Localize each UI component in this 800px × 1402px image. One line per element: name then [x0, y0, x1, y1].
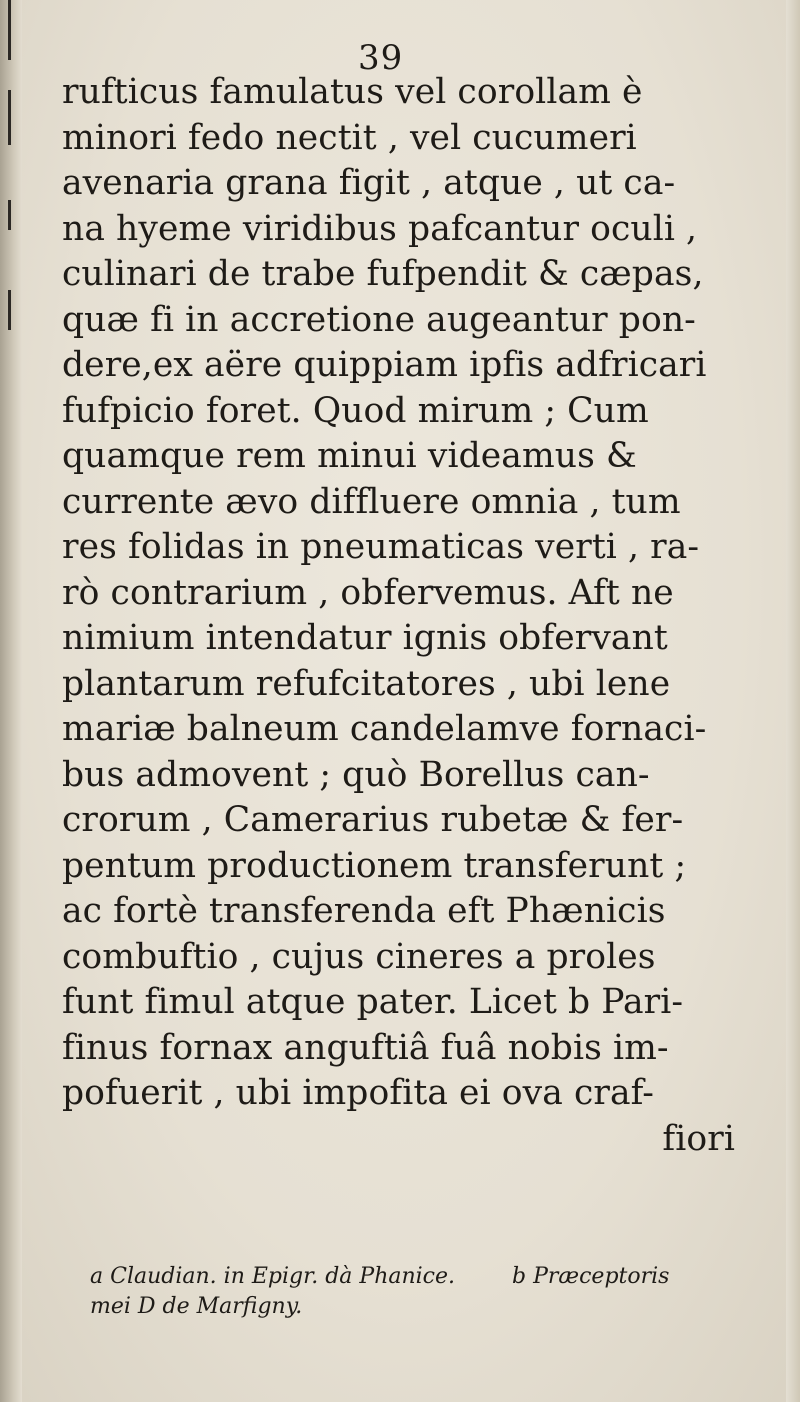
- text-line: funt fimul atque pater. Licet b Pari-: [62, 982, 684, 1022]
- text-line: pentum productionem transferunt ;: [62, 845, 687, 886]
- text-line: fufpicio foret. Quod mirum ; Cum: [62, 390, 649, 431]
- text-line: na hyeme viridibus pafcantur oculi ,: [62, 208, 698, 249]
- text-line: minori fedo nectit , vel cucumeri: [62, 117, 637, 158]
- catchword: fiori: [662, 1118, 735, 1159]
- text-line: rufticus famulatus vel corollam è: [62, 72, 643, 112]
- text-line: culinari de trabe fufpendit & cæpas,: [62, 254, 704, 294]
- text-line: ac fortè transferenda eft Phænicis: [62, 891, 666, 931]
- text-line: nimium intendatur ignis obfervant: [62, 618, 668, 658]
- body-text: [62, 70, 767, 1162]
- text-line: combuftio , cujus cineres a proles: [62, 936, 656, 977]
- binding-mark: [8, 200, 11, 230]
- text-line: mariæ balneum candelamve fornaci-: [62, 709, 707, 749]
- binding-mark: [8, 290, 11, 330]
- binding-gutter: [0, 0, 22, 1402]
- text-line: avenaria grana figit , atque , ut ca-: [62, 163, 676, 203]
- footnote-a: a Claudian. in Epigr. dà Phanice.: [90, 1264, 456, 1289]
- footnote-b-continuation: mei D de Marfigny.: [90, 1294, 303, 1319]
- page-number: 39: [358, 38, 404, 78]
- text-line: plantarum refufcitatores , ubi lene: [62, 663, 671, 704]
- text-line: res folidas in pneumaticas verti , ra-: [62, 527, 700, 567]
- footnotes: [90, 1262, 770, 1322]
- page-edge: [786, 0, 800, 1402]
- text-line: bus admovent ; quò Borellus can-: [62, 754, 650, 795]
- footnote-line: [90, 1262, 770, 1292]
- text-line: dere,ex aëre quippiam ipfis adfricari: [62, 345, 707, 385]
- text-line: finus fornax anguftiâ fuâ nobis im-: [62, 1027, 669, 1068]
- binding-mark: [8, 0, 11, 60]
- text-line: crorum , Camerarius rubetæ & fer-: [62, 800, 684, 840]
- text-line: quamque rem minui videamus &: [62, 436, 637, 476]
- footnote-b: b Præceptoris: [512, 1264, 670, 1289]
- text-line: rò contrarium , obfervemus. Aft ne: [62, 572, 674, 613]
- text-line: pofuerit , ubi impofita ei ova craf-: [62, 1073, 655, 1113]
- text-line: quæ fi in accretione augeantur pon-: [62, 299, 696, 340]
- binding-mark: [8, 90, 11, 145]
- text-line: currente ævo diffluere omnia , tum: [62, 481, 681, 522]
